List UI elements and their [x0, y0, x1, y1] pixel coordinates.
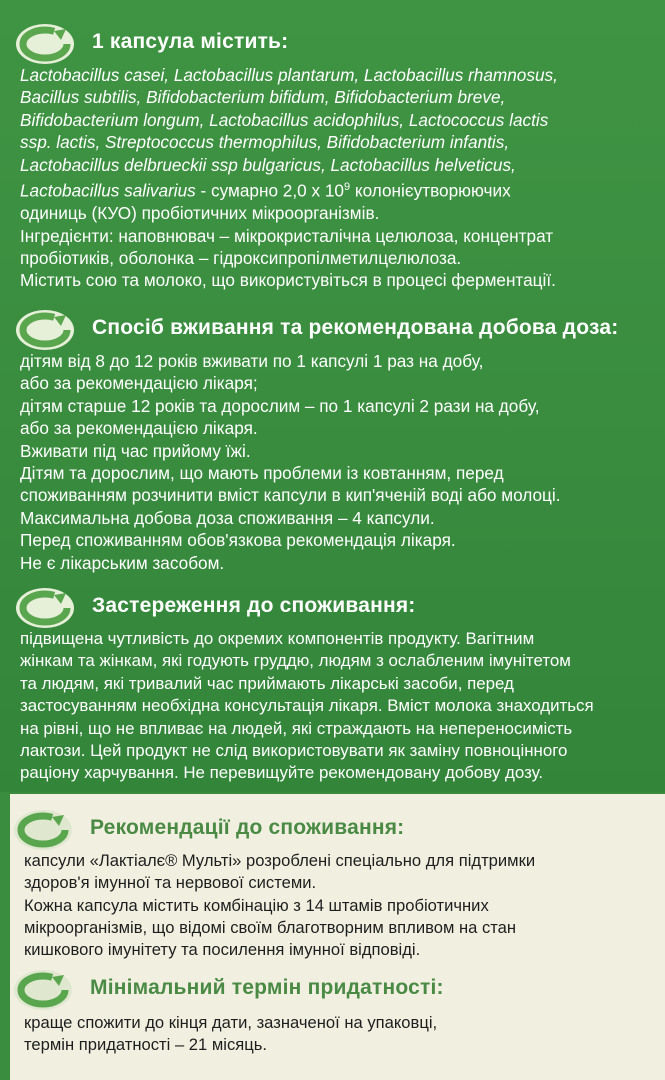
- text-line: Lactobacillus casei, Lactobacillus plantarum, Lactobacillus rhamnosus,: [20, 65, 558, 85]
- warnings-title: Застереження до споживання:: [92, 594, 416, 617]
- exponent: 9: [343, 181, 351, 194]
- text-line: лактози. Цей продукт не слід використовувати як заміну повноцінного: [20, 741, 568, 761]
- usage-section: [0, 308, 665, 574]
- text-line: [20, 176, 651, 202]
- usage-title: Спосіб вживання та рекомендована добова доза:: [92, 316, 619, 339]
- panel-edge: [0, 792, 10, 1080]
- composition-section: [0, 22, 665, 292]
- circular-arrow-badge-icon: [14, 308, 76, 352]
- text-line: здоров'я імунної та нервової системи.: [24, 873, 317, 893]
- text-line: та людям, які тривалий час приймають лікарські засоби, перед: [20, 673, 514, 693]
- cream-panel: [10, 794, 665, 1080]
- text-line: кишкового імунітету та посилення імунної відповіді.: [24, 940, 421, 960]
- quantity-tail: колонієутворюючих: [350, 180, 511, 201]
- text-line: Максимальна добова доза споживання – 4 капсули.: [20, 507, 435, 528]
- text-line: капсули «Лактіалє® Мульті» розроблені спеціально для підтримки: [24, 851, 536, 870]
- text-line: застосуванням необхідна консультація лікаря. Вміст молока знаходиться: [20, 696, 594, 716]
- text-line: дітям від 8 до 12 років вживати по 1 капсулі 1 раз на добу,: [20, 351, 484, 371]
- text-line: або за рекомендацією лікаря;: [20, 373, 258, 394]
- usage-body: [0, 350, 665, 574]
- circular-arrow-badge-icon: [12, 808, 74, 852]
- circular-arrow-badge-icon: [14, 586, 76, 630]
- text-line: Перед споживанням обов'язкова рекомендація лікаря.: [20, 530, 456, 551]
- text-line: раціону харчування. Не перевищуйте рекомендовану добову дозу.: [20, 763, 544, 783]
- text-line: одиниць (КУО) пробіотичних мікроорганізмів.: [20, 203, 380, 224]
- text-line: Містить сою та молоко, що використувіться в процесі ферментації.: [20, 270, 556, 291]
- warnings-body: [0, 628, 665, 785]
- text-line: споживанням розчинити вміст капсули в кип'яченій воді або молоці.: [20, 485, 561, 506]
- shelf-life-title: Мінімальний термін придатності:: [90, 976, 444, 999]
- quantity-text: - сумарно 2,0 х 10: [195, 180, 344, 201]
- composition-body: [0, 64, 665, 292]
- recommendations-body: [10, 850, 665, 961]
- text-line: або за рекомендацією лікаря.: [20, 418, 258, 439]
- text-line: Lactobacillus delbrueckii ssp bulgaricus, Lactobacillus helveticus,: [20, 154, 516, 175]
- text-line: термін придатності – 21 місяць.: [24, 1035, 267, 1055]
- text-line: Bacillus subtilis, Bifidobacterium bifidum, Bifidobacterium breve,: [20, 87, 506, 108]
- recommendations-title: Рекомендації до споживання:: [90, 816, 405, 839]
- text-line: на рівні, що не впливає на людей, які страждають на непереносимість: [20, 718, 573, 738]
- recommendations-section: [10, 808, 665, 961]
- text-line: мікроорганізмів, що відомі своїм благотворним впливом на стан: [24, 917, 517, 937]
- text-line: дітям старше 12 років та дорослим – по 1 капсулі 2 рази на добу,: [20, 395, 540, 416]
- text-line: пробіотиків, оболонка – гідроксипропілметилцелюлоза.: [20, 247, 462, 268]
- circular-arrow-badge-icon: [14, 22, 76, 66]
- text-line: підвищена чутливість до окремих компонентів продукту. Вагітним: [20, 629, 535, 648]
- text-line: краще спожити до кінця дати, зазначеної на упаковці,: [24, 1013, 438, 1032]
- text-line: Bifidobacterium longum, Lactobacillus acidophilus, Lactococcus lactis: [20, 109, 549, 130]
- text-line: Дітям та дорослим, що мають проблеми із ковтанням, перед: [20, 463, 504, 484]
- circular-arrow-badge-icon: [12, 968, 74, 1012]
- text-line: Не є лікарським засобом.: [20, 552, 225, 573]
- shelf-life-body: [10, 1012, 665, 1057]
- text-line: Вживати під час прийому їжі.: [20, 440, 251, 461]
- text-line: жінкам та жінкам, які годують груддю, людям з ослабленим імунітетом: [20, 651, 571, 671]
- shelf-life-section: [10, 968, 665, 1057]
- warnings-section: [0, 586, 665, 785]
- text-line: Інгредієнти: наповнювач – мікрокристалічна целюлоза, концентрат: [20, 225, 554, 246]
- text-line: Кожна капсула містить комбінацію з 14 штамів пробіотичних: [24, 895, 489, 915]
- latin-name: Lactobacillus salivarius: [20, 180, 196, 201]
- text-line: ssp. lactis, Streptococcus thermophilus, Bifidobacterium infantis,: [20, 132, 510, 153]
- composition-title: 1 капсула містить:: [92, 30, 289, 53]
